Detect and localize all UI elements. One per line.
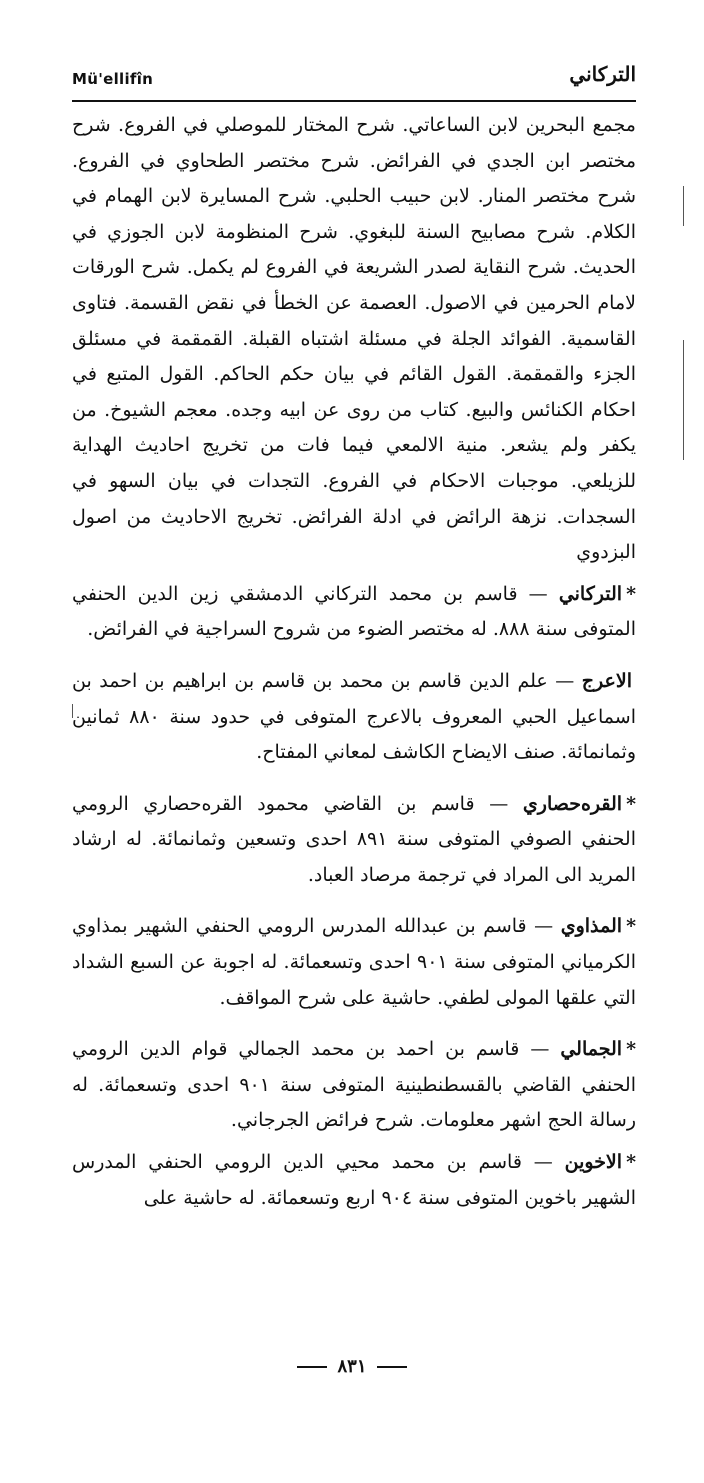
- entry-star: *: [626, 582, 636, 605]
- margin-mark: [683, 186, 684, 226]
- entry-name: المذاوي: [560, 915, 623, 938]
- biography-entry: [72, 1032, 636, 1139]
- margin-mark: [683, 340, 684, 460]
- biography-entry: [72, 787, 636, 894]
- intro-paragraph: مجمع البحرين لابن الساعاتي. شرح المختار للموصلي في الفروع. شرح مختصر ابن الجدي في الفرائض. شرح مختصر الطحاوي في الفروع. شرح مختصر المنار. لابن حبيب الحلبي. شرح المسايرة لابن الهمام في الكلام. شرح مصابيح السنة للبغوي. شرح المنظومة لابن الجوزي في الحديث. شرح النقاية لصدر الشريعة في الفروع لم يكمل. شرح الورقات لامام الحرمين في الاصول. العصمة عن الخطأ في نقض القسمة. فتاوى القاسمية. الفوائد الجلة في مسئلة اشتباه القبلة. القمقمة في مسئلق الجزء والقمقمة. القول القائم في بيان حكم الحاكم. القول المتبع في احكام الكنائس والبيع. كتاب من روى عن ابيه وجده. معجم الشيوخ. من يكفر ولم يشعر. منية الالمعي فيما فات من تخريج احاديث الهداية للزيلعي. موجبات الاحكام في الفروع. التجدات في بيان السهو في السجدات. نزهة الرائض في ادلة الفرائض. تخريج الاحاديث من اصول البزدوي: [72, 114, 636, 564]
- header-author-label: Mü'ellifîn: [72, 70, 154, 88]
- entry-star: *: [626, 792, 637, 815]
- entry-text: — قاسم بن احمد بن محمد الجمالي قوام الدين الرومي الحنفي القاضي بالقسطنطينية المتوفى سنة ٩٠١ احدى وتسعمائة. له رسالة الحج اشهر معلومات. شرح فرائض الجرجاني.: [72, 1038, 636, 1132]
- entry-star: *: [626, 1038, 636, 1061]
- entry-name: الجمالي: [560, 1038, 623, 1061]
- page-number-value: ٨٣١: [337, 1356, 367, 1377]
- entry-text: — قاسم بن محمد التركاني الدمشقي زين الدين الحنفي المتوفى سنة ٨٨٨. له مختصر الضوء من شروح السراجية في الفرائض.: [72, 582, 636, 641]
- header-running-title: التركاني: [569, 62, 636, 86]
- entry-name: التركاني: [558, 582, 623, 605]
- entry-text: — علم الدين قاسم بن محمد بن قاسم بن ابراهيم بن احمد بن اسماعيل الحبي المعروف بالاعرج المتوفى في حدود سنة ٨٨٠ ثمانين وثمانمائة. صنف الايضاح الكاشف لمعاني المفتاح.: [72, 669, 636, 764]
- header-rule: [72, 100, 636, 102]
- biography-entry: [72, 577, 636, 648]
- body-text: [72, 108, 636, 1216]
- biography-entry: [72, 1145, 636, 1216]
- page-number-dash: [377, 1366, 407, 1368]
- biography-entry: [72, 909, 636, 1016]
- page-header: [72, 62, 636, 92]
- entry-name: القرەحصاري: [522, 792, 623, 815]
- entry-name: الاخوين: [564, 1151, 623, 1174]
- entry-name: الاعرج: [581, 669, 632, 692]
- entry-star: *: [626, 915, 636, 938]
- page-number-dash: [297, 1366, 327, 1368]
- entry-text: — قاسم بن القاضي محمود القرەحصاري الرومي الحنفي الصوفي المتوفى سنة ٨٩١ احدى وتسعين وثمانمائة. له ارشاد المريد الى المراد في ترجمة مرصاد العباد.: [72, 792, 636, 886]
- entry-text: — قاسم بن عبدالله المدرس الرومي الحنفي الشهير بمذاوي الكرمياني المتوفى سنة ٩٠١ احدى وتسعمائة. له اجوبة عن السبع الشداد التي علقها المولى لطفي. حاشية على شرح المواقف.: [72, 915, 636, 1009]
- page-number: [0, 1356, 704, 1377]
- biography-entry: [72, 664, 636, 771]
- entry-text: — قاسم بن محمد محيي الدين الرومي الحنفي المدرس الشهير باخوين المتوفى سنة ٩٠٤ اربع وتسعمائة. له حاشية على: [72, 1151, 636, 1209]
- entry-star: *: [626, 1151, 636, 1174]
